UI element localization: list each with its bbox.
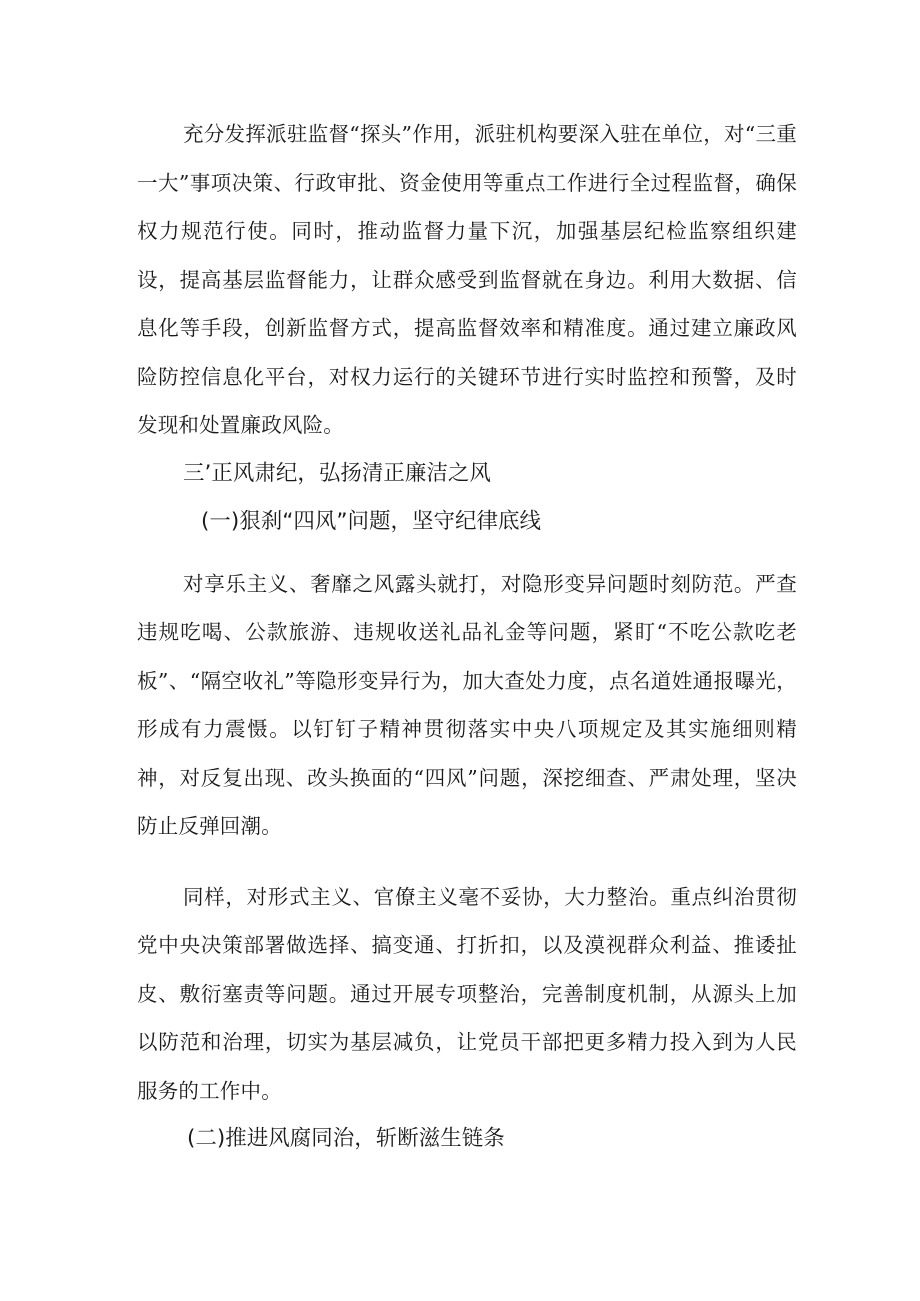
paragraph-formalism: 同样，对形式主义、官僚主义毫不妥协，大力整治。重点纠治贯彻党中央决策部署做选择、搞变通、打折扣，以及漠视群众利益、推诿扯皮、敷衍塞责等问题。通过开展专项整治，完善制度机制，从源头上加以防范和治理，切实为基层减负，让党员干部把更多精力投入到为人民服务的工作中。 — [137, 884, 797, 1103]
paragraph-supervision: 充分发挥派驻监督“探头”作用，派驻机构要深入驻在单位，对“三重一大”事项决策、行政审批、资金使用等重点工作进行全过程监督，确保权力规范行使。同时，推动监督力量下沉，加强基层纪检监察组织建设，提高基层监督能力，让群众感受到监督就在身边。利用大数据、信息化等手段，创新监督方式，提高监督效率和精准度。通过建立廉政风险防控信息化平台，对权力运行的关键环节进行实时监控和预警，及时发现和处置廉政风险。 — [137, 122, 797, 437]
document-body — [137, 110, 797, 1163]
section-heading-three: 三’正风肃纪，弘扬清正廉洁之风 — [183, 460, 491, 486]
subheading-one: (一)狠刹“四风”问题，坚守纪律底线 — [201, 508, 542, 534]
subheading-two: (二)推进风腐同治，斩断滋生链条 — [187, 1126, 505, 1151]
paragraph-four-winds: 对享乐主义、奢靡之风露头就打，对隐形变异问题时刻防范。严查违规吃喝、公款旅游、违规收送礼品礼金等问题，紧盯“不吃公款吃老板”、“隔空收礼”等隐形变异行为，加大查处力度，点名道姓通报曝光，形成有力震慑。以钉钉子精神贯彻落实中央八项规定及其实施细则精神，对反复出现、改头换面的“四风”问题，深挖细查、严肃处理，坚决防止反弹回潮。 — [137, 571, 797, 838]
